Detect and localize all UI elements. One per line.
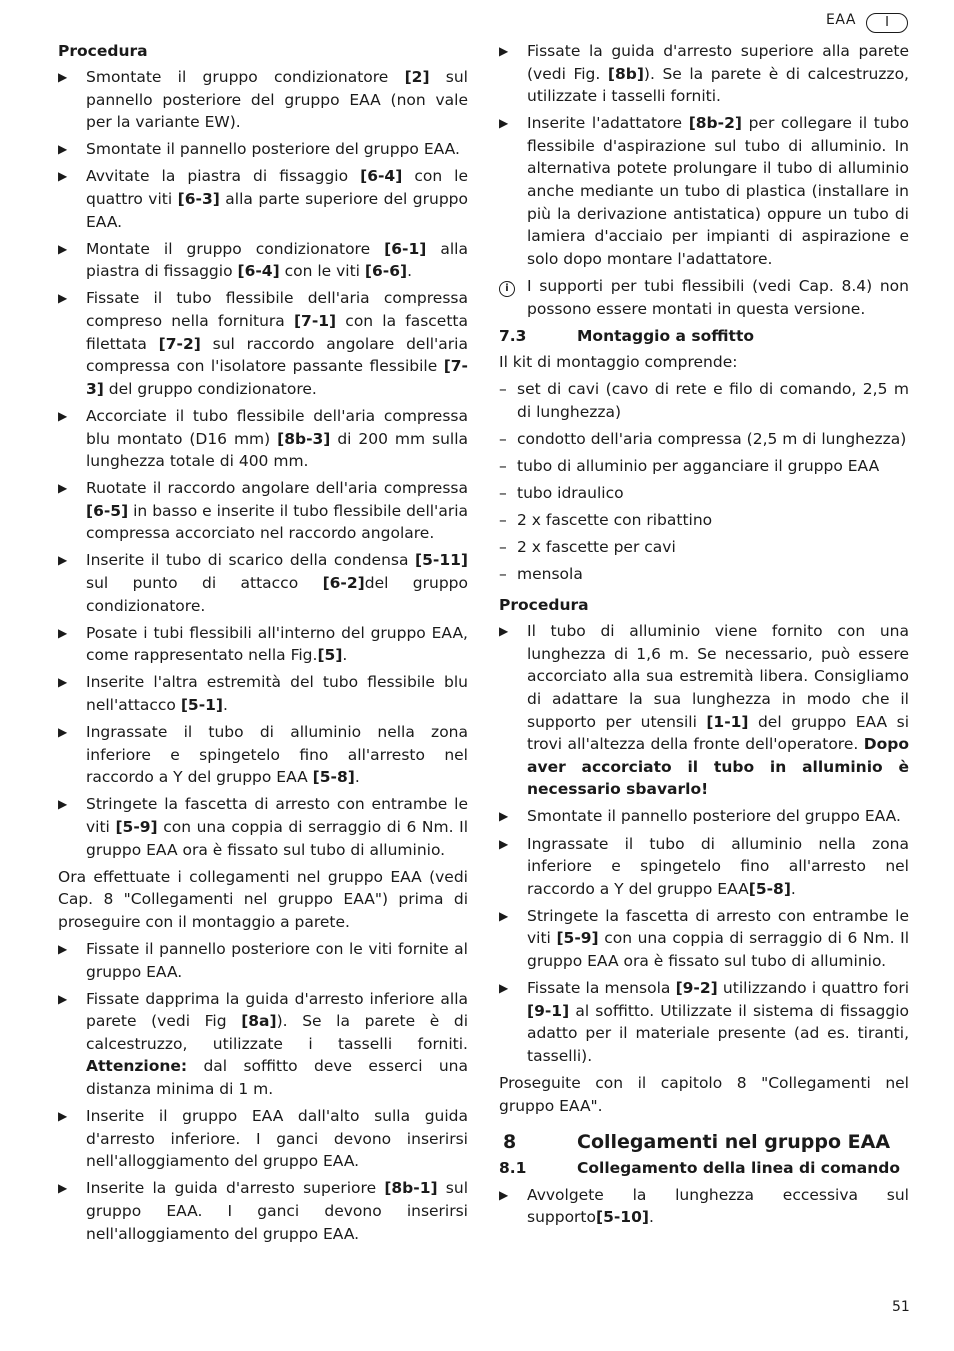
step: ▶ Inserite la guida d'arresto superiore [8b-1] sul gruppo EAA. I ganci devono inserirsi nell'alloggiamento del gruppo EAA. — [58, 1177, 468, 1245]
arrow-right-icon: ▶ — [58, 169, 68, 184]
step: ▶ Stringete la fascetta di arresto con entrambe le viti [5-9] con una coppia di serraggio di 6 Nm. Il gruppo EAA ora è fissato sul tubo di alluminio. — [499, 905, 909, 973]
step: ▶ Inserite il gruppo EAA dall'alto sulla guida d'arresto inferiore. I ganci devono inserirsi nell'alloggiamento del gruppo EAA. — [58, 1105, 468, 1173]
step: ▶ Fissate dapprima la guida d'arresto inferiore alla parete (vedi Fig [8a]). Se la parete è di calcestruzzo, utilizzate i tasselli forniti. Attenzione: dal soffitto deve esserci una distanza minima di 1 m. — [58, 988, 468, 1101]
step: ▶ Fissate il pannello posteriore con le viti fornite al gruppo EAA. — [58, 938, 468, 983]
step: ▶ Ingrassate il tubo di alluminio nella zona inferiore e spingetelo fino all'arresto nel raccordo a Y del gruppo EAA[5-8]. — [499, 833, 909, 901]
step: ▶ Inserite il tubo di scarico della condensa [5-11] sul punto di attacco [6-2]del gruppo condizionatore. — [58, 549, 468, 617]
arrow-right-icon: ▶ — [58, 70, 68, 85]
step: ▶ Stringete la fascetta di arresto con entrambe le viti [5-9] con una coppia di serraggio di 6 Nm. Il gruppo EAA ora è fissato sul tubo di alluminio. — [58, 793, 468, 861]
arrow-right-icon: ▶ — [499, 1187, 509, 1202]
step: ▶ Fissate la mensola [9-2] utilizzando i quattro fori [9-1] al soffitto. Utilizzate il sistema di fissaggio adatto per il materiale presente (ad es. tiranti, tasselli). — [499, 977, 909, 1067]
header-code: EAA — [826, 12, 856, 28]
arrow-right-icon: ▶ — [58, 408, 68, 423]
step: ▶ Avvolgete la lunghezza eccessiva sul supporto[5-10]. — [499, 1184, 909, 1229]
procedure-title: Procedura — [58, 42, 148, 60]
list-item: – condotto dell'aria compressa (2,5 m di lunghezza) — [499, 430, 907, 448]
chapter-heading: 8 Collegamenti nel gruppo EAA — [503, 1131, 891, 1154]
procedure-title: Procedura — [499, 596, 589, 615]
arrow-right-icon: ▶ — [58, 625, 68, 640]
arrow-right-icon: ▶ — [58, 553, 68, 568]
step: ▶ Posate i tubi flessibili all'interno del gruppo EAA, come rappresentato nella Fig.[5]. — [58, 622, 468, 667]
arrow-right-icon: ▶ — [58, 675, 68, 690]
arrow-right-icon: ▶ — [499, 44, 509, 58]
arrow-right-icon: ▶ — [58, 725, 68, 740]
arrow-right-icon: ▶ — [499, 981, 509, 996]
arrow-right-icon: ▶ — [58, 241, 68, 256]
page-number: 51 — [892, 1299, 910, 1315]
step: ▶ Ingrassate il tubo di alluminio nella zona inferiore e spingetelo fino all'arresto nel raccordo a Y del gruppo EAA [5-8]. — [58, 721, 468, 789]
list-item: – set di cavi (cavo di rete e filo di comando, 2,5 m di lunghezza) — [499, 380, 909, 421]
step: ▶ Smontate il gruppo condizionatore [2] sul pannello posteriore del gruppo EAA (non vale per la variante EW). — [58, 66, 468, 134]
arrow-right-icon: ▶ — [58, 1109, 68, 1124]
step: ▶ Montate il gruppo condizionatore [6-1] alla piastra di fissaggio [6-4] con le viti [6-6]. — [58, 238, 468, 283]
list-item: – 2 x fascette con ribattino — [499, 511, 713, 530]
info-icon: i — [499, 275, 527, 320]
section-heading: 8.1 Collegamento della linea di comando — [499, 1159, 901, 1178]
list-item: – tubo di alluminio per agganciare il gruppo EAA — [499, 457, 880, 476]
arrow-right-icon: ▶ — [58, 1181, 68, 1196]
language-badge: I — [866, 13, 908, 33]
left-column — [58, 40, 468, 1250]
arrow-right-icon: ▶ — [499, 836, 509, 851]
arrow-right-icon: ▶ — [58, 142, 68, 157]
note: i I supporti per tubi flessibili (vedi Cap. 8.4) non possono essere montati in questa versione. — [499, 275, 909, 320]
step: ▶ Inserite l'altra estremità del tubo flessibile blu nell'attacco [5-1]. — [58, 671, 468, 716]
step: ▶ Smontate il pannello posteriore del gruppo EAA. — [58, 138, 468, 161]
arrow-right-icon: ▶ — [499, 116, 509, 131]
list-item: – mensola — [499, 565, 583, 584]
arrow-right-icon: ▶ — [58, 991, 68, 1006]
step: ▶ Accorciate il tubo flessibile dell'aria compressa blu montato (D16 mm) [8b-3] di 200 mm sulla lunghezza totale di 400 mm. — [58, 405, 468, 473]
paragraph: Proseguite con il capitolo 8 "Collegamenti nel gruppo EAA". — [499, 1073, 909, 1115]
section-heading: 7.3 Montaggio a soffitto — [499, 326, 755, 345]
step: ▶ Avvitate la piastra di fissaggio [6-4] con le quattro viti [6-3] alla parte superiore del gruppo EAA. — [58, 165, 468, 233]
paragraph: Il kit di montaggio comprende: — [499, 353, 738, 372]
arrow-right-icon: ▶ — [58, 481, 68, 496]
step: ▶ Il tubo di alluminio viene fornito con una lunghezza di 1,6 m. Se necessario, può essere accorciato alla sua estremità libera. Consigliamo di adattare la sua lunghezza in modo che il supporto per utensili [1-1] del gruppo EAA si trovi all'altezza della fronte dell'operatore. Dopo aver accorciato il tubo in alluminio è necessario sbavarlo! — [499, 620, 909, 801]
step: ▶ Fissate il tubo flessibile dell'aria compressa compreso nella fornitura [7-1] con la fascetta filettata [7-2] sul raccordo angolare dell'aria compressa con l'isolatore passante flessibile [7-3] del gruppo condizionatore. — [58, 287, 468, 400]
arrow-right-icon: ▶ — [499, 624, 509, 639]
arrow-right-icon: ▶ — [499, 908, 509, 923]
arrow-right-icon: ▶ — [58, 797, 68, 812]
arrow-right-icon: ▶ — [499, 809, 509, 824]
paragraph: Ora effettuate i collegamenti nel gruppo EAA (vedi Cap. 8 "Collegamenti nel gruppo EAA") prima di proseguire con il montaggio a parete. — [58, 867, 468, 931]
step: ▶ Ruotate il raccordo angolare dell'aria compressa [6-5] in basso e inserite il tubo flessibile dell'aria compressa accorciato nel raccordo angolare. — [58, 477, 468, 545]
step: ▶ Inserite l'adattatore [8b-2] per collegare il tubo flessibile d'aspirazione sul tubo di alluminio. In alternativa potete prolungare il tubo di alluminio anche mediante un tubo di plastica (installare in più la derivazione antistatica) oppure un tubo di lamiera d'acciaio per impianti di aspirazione e solo dopo montare l'adattatore. — [499, 112, 909, 270]
step: ▶ Smontate il pannello posteriore del gruppo EAA. — [499, 805, 909, 828]
step: ▶ Fissate la guida d'arresto superiore alla parete (vedi Fig. [8b]). Se la parete è di calcestruzzo, utilizzate i tasselli forniti. — [499, 40, 909, 108]
right-column — [499, 40, 909, 1233]
list-item: – tubo idraulico — [499, 484, 624, 503]
arrow-right-icon: ▶ — [58, 291, 68, 306]
list-item: – 2 x fascette per cavi — [499, 538, 676, 557]
arrow-right-icon: ▶ — [58, 941, 68, 956]
